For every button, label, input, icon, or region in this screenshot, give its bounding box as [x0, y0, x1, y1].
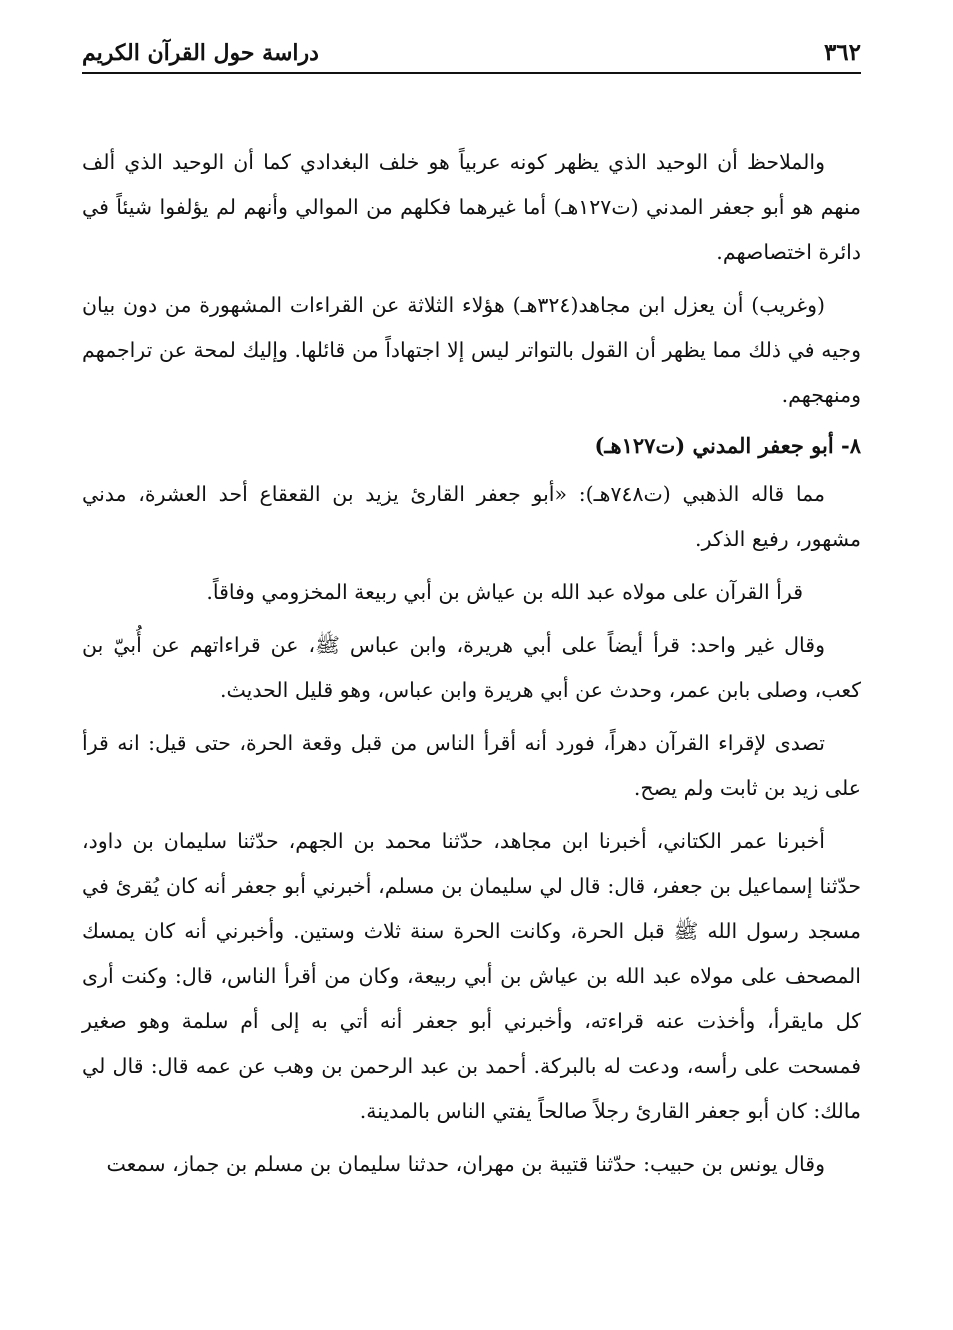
- page-header: [82, 22, 861, 74]
- running-title: دراسة حول القرآن الكريم: [82, 40, 319, 66]
- page-body: [82, 140, 861, 1195]
- section-heading: ٨- أبو جعفر المدني (ت١٢٧هـ): [594, 433, 861, 458]
- paragraph-dhahabi-quote: مما قاله الذهبي (ت٧٤٨هـ): «أبو جعفر القارئ يزيد بن القعقاع أحد العشرة، مدني مشهور، رفيع الذكر.: [82, 482, 861, 551]
- paragraph-teacher: قرأ القرآن على مولاه عبد الله بن عياش بن أبي ربيعة المخزومي وفاقاً.: [206, 580, 803, 604]
- paragraph-others-said: وقال غير واحد: قرأ أيضاً على أبي هريرة، وابن عباس ﷺ، عن قراءاتهم عن أُبيّ بن كعب، وصلى بابن عمر، وحدث عن أبي هريرة وابن عباس، وهو قليل الحديث.: [82, 633, 861, 702]
- paragraph-yunus: وقال يونس بن حبيب: حدّثنا قتيبة بن مهران، حدثنا سليمان بن مسلم بن جماز، سمعت: [106, 1152, 825, 1176]
- paragraph-ibn-mujahid: (وغريب) أن يعزل ابن مجاهد(٣٢٤هـ) هؤلاء الثلاثة عن القراءات المشهورة من دون بيان وجيه في ذلك مما يظهر أن القول بالتواتر ليس إلا اجتهاداً من قائلها. وإليك لمحة عن تراجمهم ومنهجهم.: [82, 293, 861, 407]
- paragraph-observation: والملاحظ أن الوحيد الذي يظهر كونه عربياً هو خلف البغدادي كما أن الوحيد الذي ألف منهم هو أبو جعفر المدني (ت١٢٧هـ) أما غيرهما فكلهم من الموالي وأنهم لم يؤلفوا شيئاً في دائرة اختصاصهم.: [82, 150, 861, 264]
- page-number: ٣٦٢: [823, 39, 861, 66]
- paragraph-isnad: أخبرنا عمر الكتاني، أخبرنا ابن مجاهد، حدّثنا محمد بن الجهم، حدّثنا سليمان بن داود، حدّثنا إسماعيل بن جعفر، قال: قال لي سليمان بن مسلم، أخبرني أبو جعفر أنه كان يُقرئ في مسجد رسول الله ﷺ قبل الحرة، وكانت الحرة سنة ثلاث وستين. وأخبرني أنه كان يمسك المصحف على مولاه عبد الله بن عياش بن أبي ربيعة، وكان من أقرأ الناس، قال: وكنت أرى كل مايقرأ، وأخذت عنه قراءته، وأخبرني أبو جعفر أنه أتي به إلى أم سلمة وهو صغير فمسحت على رأسه، ودعت له بالبركة. أحمد بن عبد الرحمن بن وهب عن عمه قال: قال لي مالك: كان أبو جعفر القارئ رجلاً صالحاً يفتي الناس بالمدينة.: [82, 829, 861, 1123]
- paragraph-teaching: تصدى لإقراء القرآن دهراً، فورد أنه أقرأ الناس من قبل وقعة الحرة، حتى قيل: انه قرأ على زيد بن ثابت ولم يصح.: [82, 731, 861, 800]
